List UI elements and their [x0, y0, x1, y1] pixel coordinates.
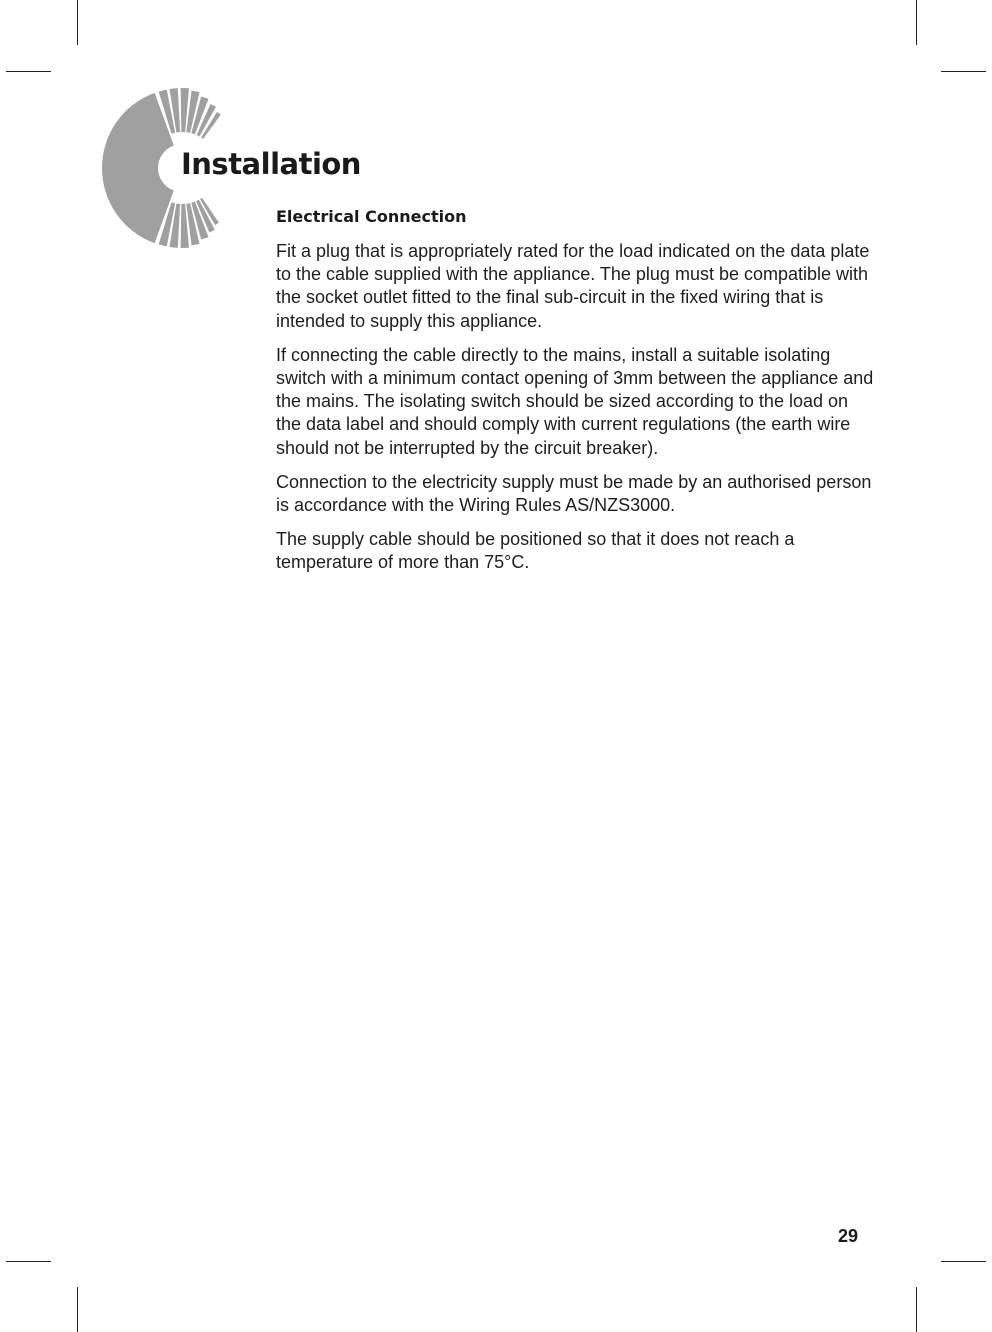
page-number: 29 — [838, 1226, 859, 1246]
crop-mark-top-left-vertical — [77, 0, 78, 45]
paragraph-supply-cable: The supply cable should be positioned so that it does not reach a temperature of more than 75°C. — [276, 529, 795, 573]
crop-mark-top-right-vertical — [916, 0, 917, 45]
crop-mark-bottom-right-vertical — [916, 1287, 917, 1332]
subsection-title: Electrical Connection — [276, 207, 467, 226]
crop-mark-top-left-horizontal — [6, 71, 51, 72]
content-column — [276, 206, 876, 586]
crop-mark-bottom-right-horizontal — [941, 1261, 986, 1262]
paragraph-plug: Fit a plug that is appropriately rated for the load indicated on the data plate to the cable supplied with the appliance. The plug must be compatible with the socket outlet fitted to the final sub-circuit in the fixed wiring that is intended to supply this appliance. — [276, 241, 870, 331]
crop-mark-bottom-left-vertical — [77, 1287, 78, 1332]
crop-mark-top-right-horizontal — [941, 71, 986, 72]
section-title: Installation — [181, 147, 361, 181]
paragraph-authorised-person: Connection to the electricity supply must be made by an authorised person is accordance with the Wiring Rules AS/NZS3000. — [276, 471, 872, 516]
paragraph-isolating-switch: If connecting the cable directly to the mains, install a suitable isolating switch with a minimum contact opening of 3mm between the appliance and the mains. The isolating switch should be sized according to the load on the data label and should comply with current regulations (the earth wire should not be interrupted by the circuit breaker). — [276, 344, 874, 458]
crop-mark-bottom-left-horizontal — [6, 1261, 51, 1262]
